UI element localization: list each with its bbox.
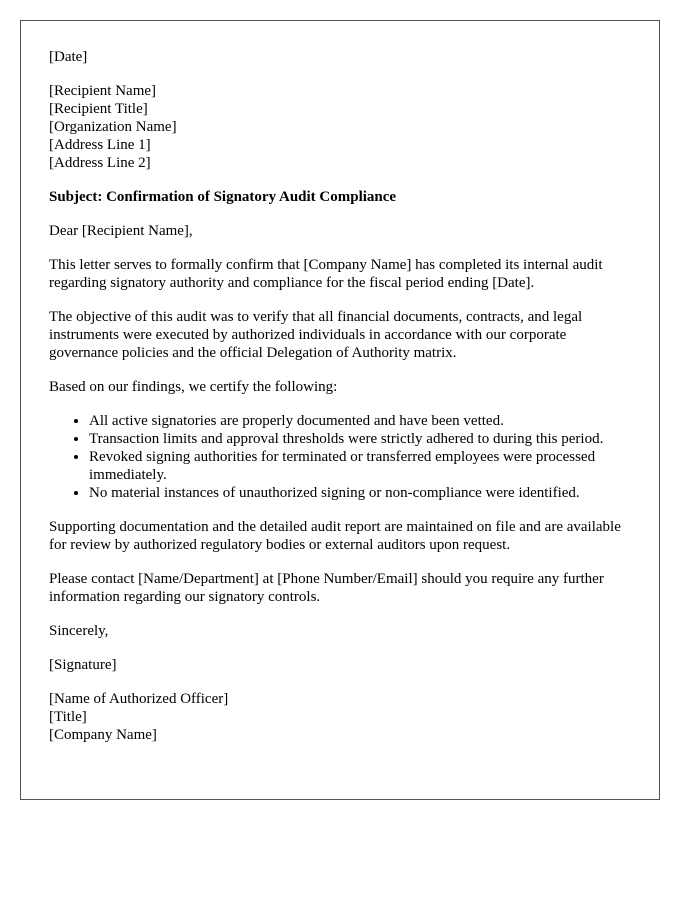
list-item: • Revoked signing authorities for terminated or transferred employees were processed immediately. [89, 448, 631, 484]
signer-block [49, 690, 631, 744]
list-item: • No material instances of unauthorized signing or non-compliance were identified. [89, 484, 631, 502]
paragraph-findings-intro: Based on our findings, we certify the following: [49, 379, 338, 395]
recipient-organization: [Organization Name] [49, 119, 177, 135]
list-item: • All active signatories are properly documented and have been vetted. [89, 412, 631, 430]
findings-list [49, 412, 631, 502]
recipient-address-line-1: [Address Line 1] [49, 137, 151, 153]
signer-title: [Title] [49, 709, 87, 725]
letter-closing: Sincerely, [49, 623, 109, 639]
letter-date: [Date] [49, 49, 88, 65]
recipient-address-line-2: [Address Line 2] [49, 155, 151, 171]
recipient-name: [Recipient Name] [49, 83, 157, 99]
signer-name: [Name of Authorized Officer] [49, 691, 229, 707]
letter-page [20, 20, 660, 800]
letter-subject: Subject: Confirmation of Signatory Audit Compliance [49, 189, 397, 205]
recipient-address-block [49, 82, 631, 172]
list-item: • Transaction limits and approval thresholds were strictly adhered to during this period. [89, 430, 631, 448]
signer-company: [Company Name] [49, 727, 157, 743]
paragraph-objective: The objective of this audit was to verify that all financial documents, contracts, and legal instruments were executed by authorized individuals in accordance with our corporate governance policies and the official Delegation of Authority matrix. [49, 309, 583, 361]
paragraph-contact: Please contact [Name/Department] at [Phone Number/Email] should you require any further information regarding our signatory controls. [49, 571, 604, 605]
recipient-title: [Recipient Title] [49, 101, 148, 117]
paragraph-confirmation: This letter serves to formally confirm that [Company Name] has completed its internal audit regarding signatory authority and compliance for the fiscal period ending [Date]. [49, 257, 603, 291]
signature-placeholder: [Signature] [49, 657, 117, 673]
letter-salutation: Dear [Recipient Name], [49, 223, 193, 239]
paragraph-documentation: Supporting documentation and the detailed audit report are maintained on file and are available for review by authorized regulatory bodies or external auditors upon request. [49, 519, 621, 553]
